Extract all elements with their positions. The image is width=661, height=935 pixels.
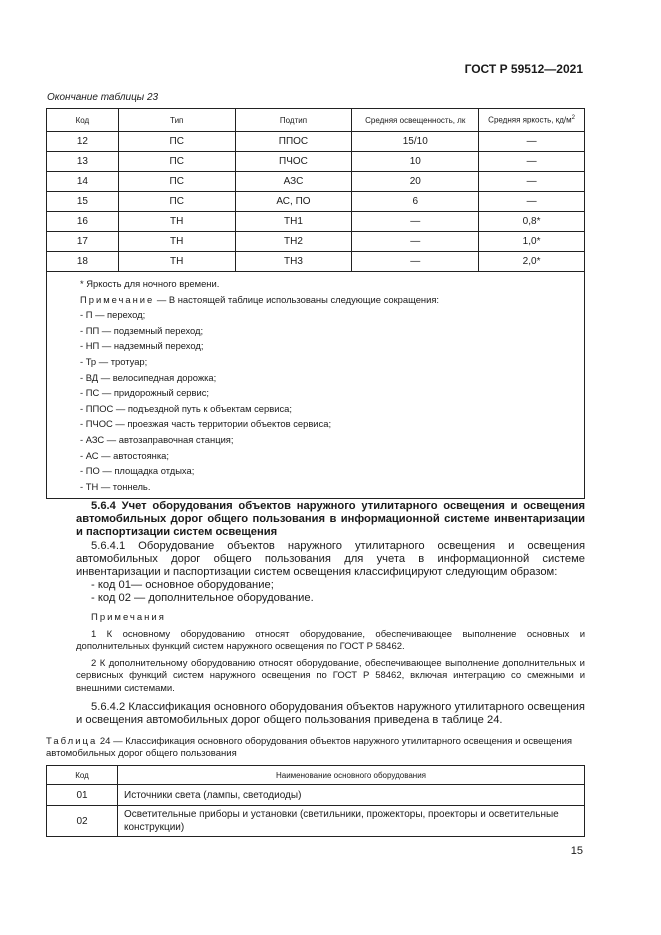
footnote: * Яркость для ночного времени.	[80, 278, 220, 289]
abbreviation-item: - АС — автостоянка;	[80, 449, 169, 461]
list-item: - код 02 — дополнительное оборудование.	[91, 592, 314, 605]
table-23	[46, 108, 585, 499]
cell-code: 01	[47, 785, 118, 806]
cell-illuminance: —	[352, 252, 479, 272]
table-row	[47, 232, 585, 252]
note: 2 К дополнительному оборудованию относят оборудование, обеспечивающее выполнение дополнительных и сервисных функций систем наружного освещения по ГОСТ Р 58462, включая интеграцию со смежными и внешними системами.	[76, 658, 585, 694]
cell-luminance: —	[479, 192, 585, 212]
table-23-caption: Окончание таблицы 23	[47, 92, 159, 103]
notes-row	[47, 272, 585, 499]
column-header: Средняя освещенность, лк	[352, 109, 479, 132]
table-row	[47, 252, 585, 272]
abbreviation-item: - ПС — придорожный сервис;	[80, 387, 210, 399]
cell-subtype: ПЧОС	[235, 152, 352, 172]
page-number: 15	[570, 845, 583, 857]
cell-subtype: ППОС	[235, 132, 352, 152]
table-24-caption	[46, 736, 585, 760]
cell-illuminance: —	[352, 232, 479, 252]
column-header: Код	[47, 109, 119, 132]
cell-illuminance: 15/10	[352, 132, 479, 152]
section-heading: 5.6.4 Учет оборудования объектов наружного утилитарного освещения и освещения автомобильных дорог общего пользования в информационной системе инвентаризации и паспортизации систем освещения	[76, 500, 585, 539]
document-code: ГОСТ Р 59512—2021	[464, 62, 583, 76]
note: 1 К основному оборудованию относят оборудование, обеспечивающее выполнение основных и дополнительных функций систем наружного освещения по ГОСТ Р 58462.	[76, 628, 585, 653]
abbreviation-item: - ПО — площадка отдыха;	[80, 465, 195, 477]
abbreviation-item: - НП — надземный переход;	[80, 340, 204, 352]
superscript: 2	[571, 115, 575, 122]
abbreviation-item: - Тр — тротуар;	[80, 355, 148, 367]
cell-code: 12	[47, 132, 119, 152]
cell-code: 18	[47, 252, 119, 272]
column-header	[479, 109, 585, 132]
cell-type: ТН	[118, 232, 235, 252]
cell-equipment-name: Источники света (лампы, светодиоды)	[118, 785, 585, 806]
table-row	[47, 192, 585, 212]
table-24	[46, 765, 585, 837]
section-body	[76, 500, 585, 727]
table-caption-label: Таблица	[46, 736, 98, 747]
column-header: Код	[47, 766, 118, 785]
column-header: Тип	[118, 109, 235, 132]
notes-heading: Примечания	[91, 611, 166, 623]
cell-code: 13	[47, 152, 119, 172]
cell-type: ПС	[118, 192, 235, 212]
table-row	[47, 132, 585, 152]
cell-luminance: —	[479, 132, 585, 152]
cell-illuminance: 20	[352, 172, 479, 192]
cell-subtype: ТН1	[235, 212, 352, 232]
paragraph: 5.6.4.1 Оборудование объектов наружного утилитарного освещения и освещения автомобильных дорог общего пользования для учета в информационной системе инвентаризации и паспортизации систем освещения классифицируют следующим образом:	[76, 539, 585, 579]
cell-subtype: ТН2	[235, 232, 352, 252]
cell-code: 02	[47, 806, 118, 837]
cell-type: ТН	[118, 212, 235, 232]
cell-type: ТН	[118, 252, 235, 272]
table-row	[47, 172, 585, 192]
note-label: Примечание	[80, 293, 155, 305]
cell-subtype: АЗС	[235, 172, 352, 192]
abbreviation-item: - П — переход;	[80, 309, 146, 321]
cell-illuminance: 6	[352, 192, 479, 212]
cell-code: 16	[47, 212, 119, 232]
table-note	[80, 292, 584, 308]
cell-illuminance: —	[352, 212, 479, 232]
abbreviation-item: - АЗС — автозаправочная станция;	[80, 433, 234, 445]
note-text: — В настоящей таблице использованы следующие сокращения:	[154, 293, 440, 305]
table-row	[47, 806, 585, 837]
list-item: - код 01— основное оборудование;	[91, 579, 274, 592]
abbreviation-item: - ВД — велосипедная дорожка;	[80, 371, 217, 383]
cell-luminance: 1,0*	[479, 232, 585, 252]
cell-luminance: —	[479, 152, 585, 172]
abbreviation-item: - ТН — тоннель.	[80, 480, 151, 492]
column-header: Наименование основного оборудования	[118, 766, 585, 785]
cell-code: 15	[47, 192, 119, 212]
cell-subtype: ТН3	[235, 252, 352, 272]
column-header-text: Средняя яркость, кд/м	[488, 115, 572, 125]
cell-illuminance: 10	[352, 152, 479, 172]
cell-luminance: —	[479, 172, 585, 192]
table-row	[47, 152, 585, 172]
table-row	[47, 785, 585, 806]
cell-subtype: АС, ПО	[235, 192, 352, 212]
abbreviation-item: - ПЧОС — проезжая часть территории объектов сервиса;	[80, 418, 332, 430]
abbreviation-item: - ПП — подземный переход;	[80, 324, 204, 336]
cell-code: 17	[47, 232, 119, 252]
cell-type: ПС	[118, 132, 235, 152]
table-row	[47, 212, 585, 232]
cell-type: ПС	[118, 172, 235, 192]
cell-code: 14	[47, 172, 119, 192]
cell-luminance: 0,8*	[479, 212, 585, 232]
cell-equipment-name: Осветительные приборы и установки (светильники, прожекторы, проекторы и осветительные конструкции)	[118, 806, 585, 837]
table-notes-cell	[47, 272, 585, 499]
cell-type: ПС	[118, 152, 235, 172]
table-caption-text: 24 — Классификация основного оборудования объектов наружного утилитарного освещения и освещения автомобильных дорог общего пользования	[46, 736, 573, 760]
table-header-row	[47, 766, 585, 785]
column-header: Подтип	[235, 109, 352, 132]
paragraph: 5.6.4.2 Классификация основного оборудования объектов наружного утилитарного освещения и освещения автомобильных дорог общего пользования приведена в таблице 24.	[76, 700, 585, 727]
abbreviation-item: - ППОС — подъездной путь к объектам сервиса;	[80, 402, 292, 414]
cell-luminance: 2,0*	[479, 252, 585, 272]
table-header-row	[47, 109, 585, 132]
